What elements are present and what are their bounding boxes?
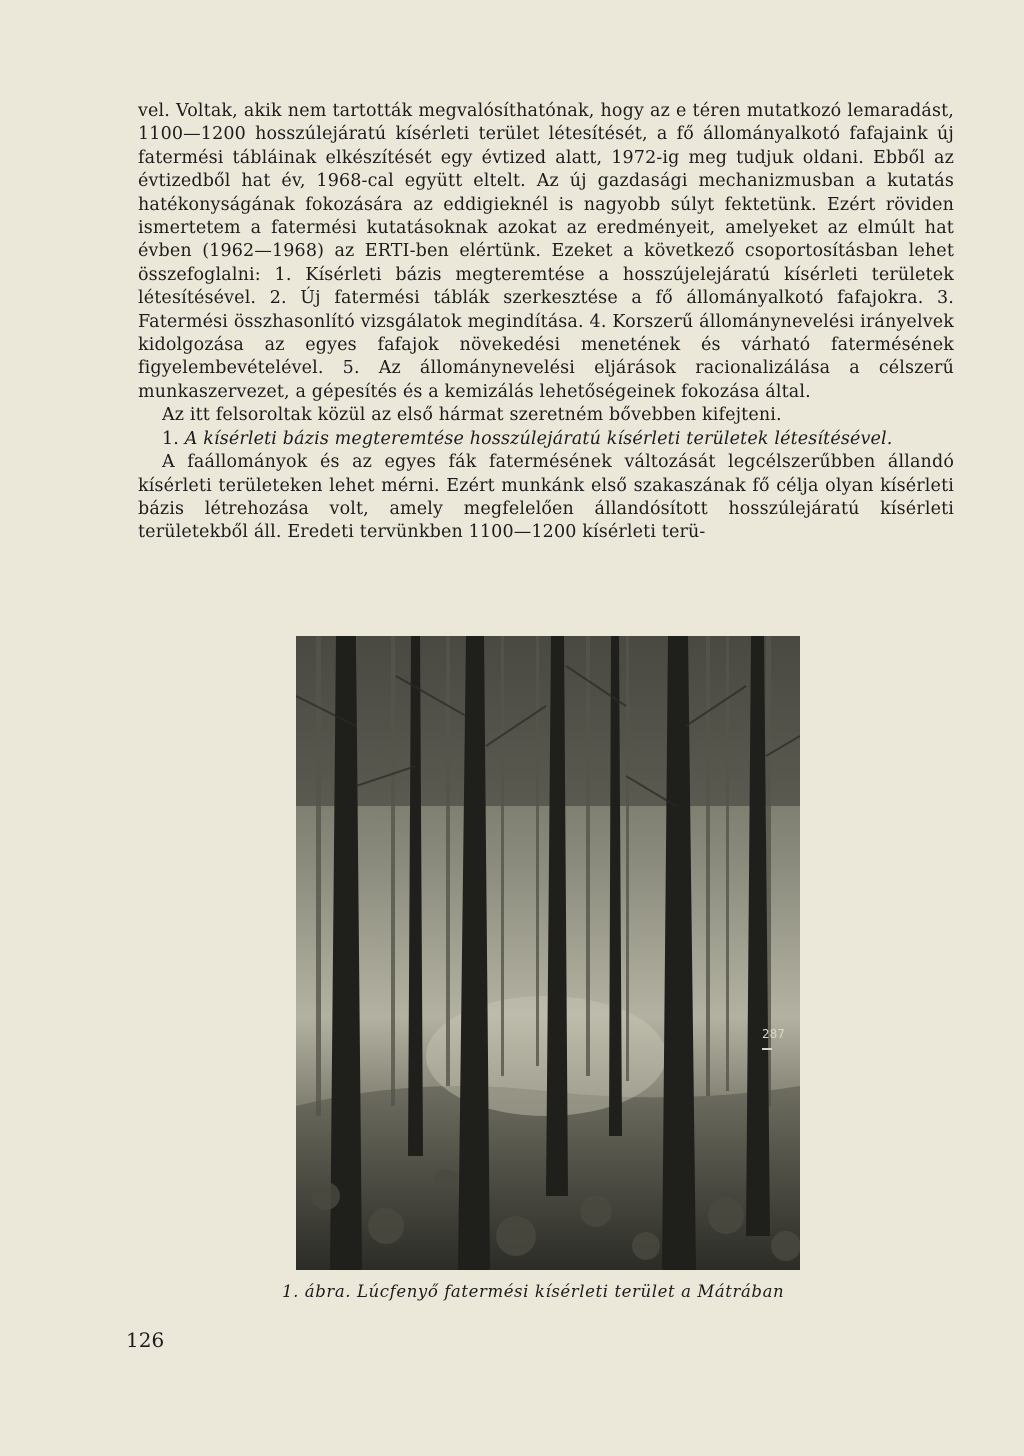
section-heading bbox=[138, 428, 954, 451]
figure-caption: 1. ábra. Lúcfenyő fatermési kísérleti terület a Mátrában bbox=[282, 1282, 785, 1301]
body-text bbox=[138, 100, 954, 545]
page-number: 126 bbox=[126, 1328, 165, 1352]
section-title: A kísérleti bázis megteremtése hosszúlejáratú kísérleti területek létesítésével. bbox=[184, 428, 893, 449]
paragraph-1: vel. Voltak, akik nem tartották megvalósíthatónak, hogy az e téren mutatkozó lemaradást, 1100—1200 hosszúlejáratú kísérleti terület létesítését, a fő állományalkotó fafajaink új fatermési tábláinak elkészítését egy évtized alatt, 1972-ig meg tudjuk oldani. Ebből az évtizedből hat év, 1968-cal együtt eltelt. Az új gazdasági mechanizmusban a kutatás hatékonyságának fokozására az eddigieknél is nagyobb súlyt fektetünk. Ezért röviden ismertetem a fatermési kutatásoknak azokat az eredményeit, amelyeket az elmúlt hat évben (1962—1968) az ERTI-ben elértünk. Ezeket a következő csoportosításban lehet összefoglalni: 1. Kísérleti bázis megteremtése a hosszújelejáratú kísérleti területek létesítésével. 2. Új fatermési táblák szerkesztése a fő állományalkotó fafajokra. 3. Fatermési összhasonlító vizsgálatok megindítása. 4. Korszerű állománynevelési irányelvek kidolgozása az egyes fafajok növekedési menetének és várható fatermésének figyelembevételével. 5. Az állománynevelési eljárások racionalizálása a célszerű munkaszervezet, a gépesítés és a kemizálás lehetőségeinek fokozása által. bbox=[138, 101, 954, 402]
paragraph-3: A faállományok és az egyes fák fatermésének változását legcélszerűbben állandó kísérleti területeken lehet mérni. Ezért munkánk első szakaszának fő célja olyan kísérleti bázis létrehozása volt, amely megfelelően állandósított hosszúlejáratú kísérleti területekből áll. Eredeti tervünkben 1100—1200 kísérleti terü- bbox=[138, 452, 954, 543]
tree-number-label: 287 bbox=[762, 1027, 785, 1041]
forest-photo-graphic bbox=[296, 636, 800, 1270]
section-number: 1. bbox=[162, 428, 179, 449]
paragraph-2: Az itt felsoroltak közül az első hármat szeretném bővebben kifejteni. bbox=[162, 405, 782, 426]
forest-photo bbox=[296, 636, 800, 1270]
